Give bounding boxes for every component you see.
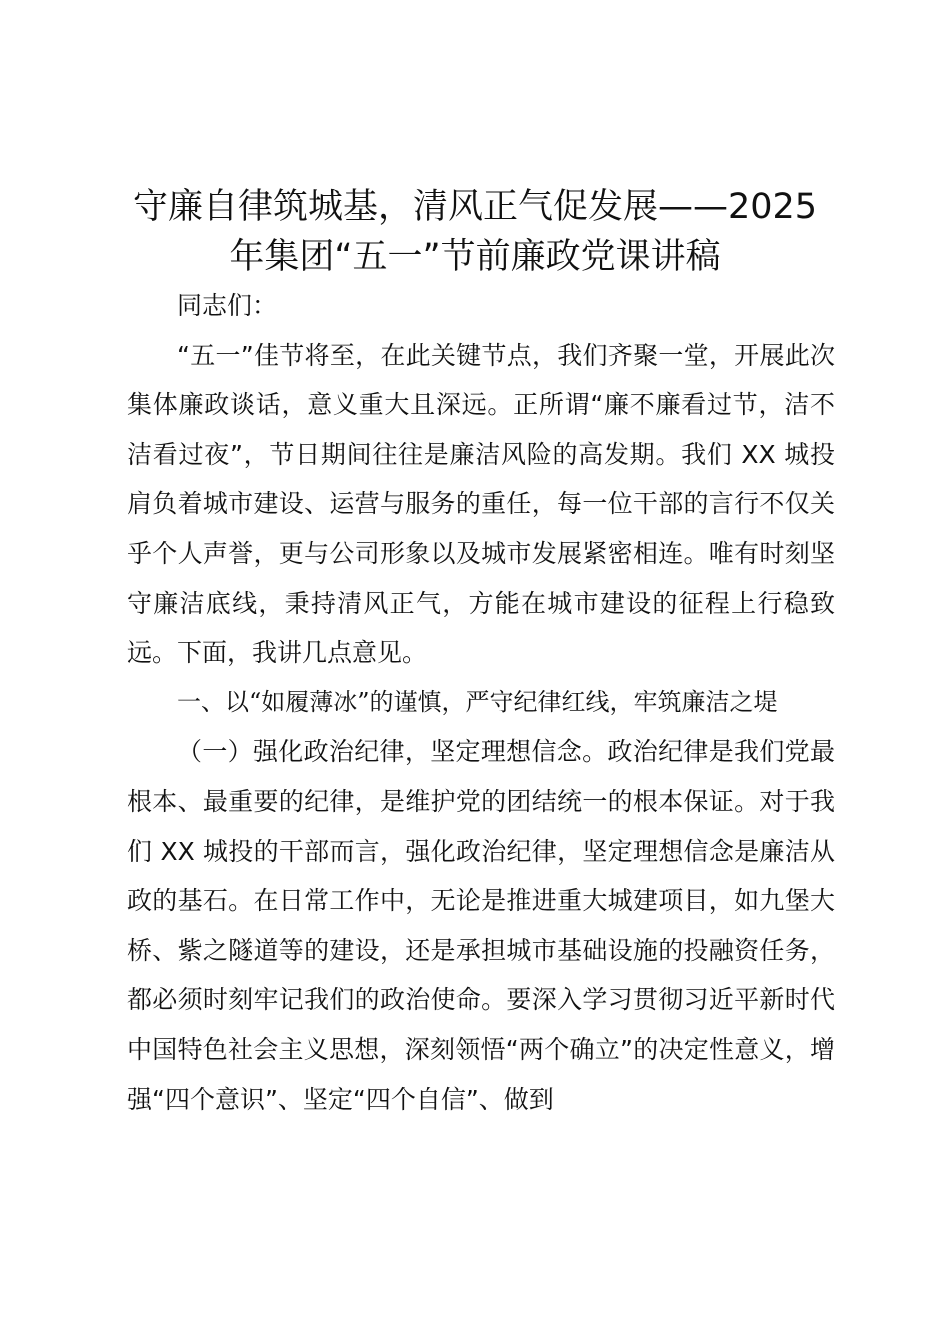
salutation: 同志们：: [177, 291, 278, 320]
document-body: [127, 281, 835, 1124]
document-title: [110, 182, 840, 282]
title-line-2: 年集团“五一”节前廉政党课讲稿: [229, 237, 721, 277]
section-heading: 一、以“如履薄冰”的谨慎，严守纪律红线，牢筑廉洁之堤: [177, 687, 778, 716]
title-line-1: 守廉自律筑城基，清风正气促发展——2025: [132, 187, 818, 227]
intro-paragraph: “五一”佳节将至，在此关键节点，我们齐聚一堂，开展此次集体廉政谈话，意义重大且深远。正所谓“廉不廉看过节，洁不洁看过夜”，节日期间往往是廉洁风险的高发期。我们 XX 城投肩负着城市建设、运营与服务的重任，每一位干部的言行不仅关乎个人声誉，更与公司形象以及城市发展紧密相连。唯有时刻坚守廉洁底线，秉持清风正气，方能在城市建设的征程上行稳致远。下面，我讲几点意见。: [127, 340, 835, 668]
subsection-paragraph: （一）强化政治纪律，坚定理想信念。政治纪律是我们党最根本、最重要的纪律，是维护党的团结统一的根本保证。对于我们 XX 城投的干部而言，强化政治纪律，坚定理想信念是廉洁从政的基石。在日常工作中，无论是推进重大城建项目，如九堡大桥、紫之隧道等的建设，还是承担城市基础设施的投融资任务，都必须时刻牢记我们的政治使命。要深入学习贯彻习近平新时代中国特色社会主义思想，深刻领悟“两个确立”的决定性意义，增强“四个意识”、坚定“四个自信”、做到: [127, 737, 835, 1114]
